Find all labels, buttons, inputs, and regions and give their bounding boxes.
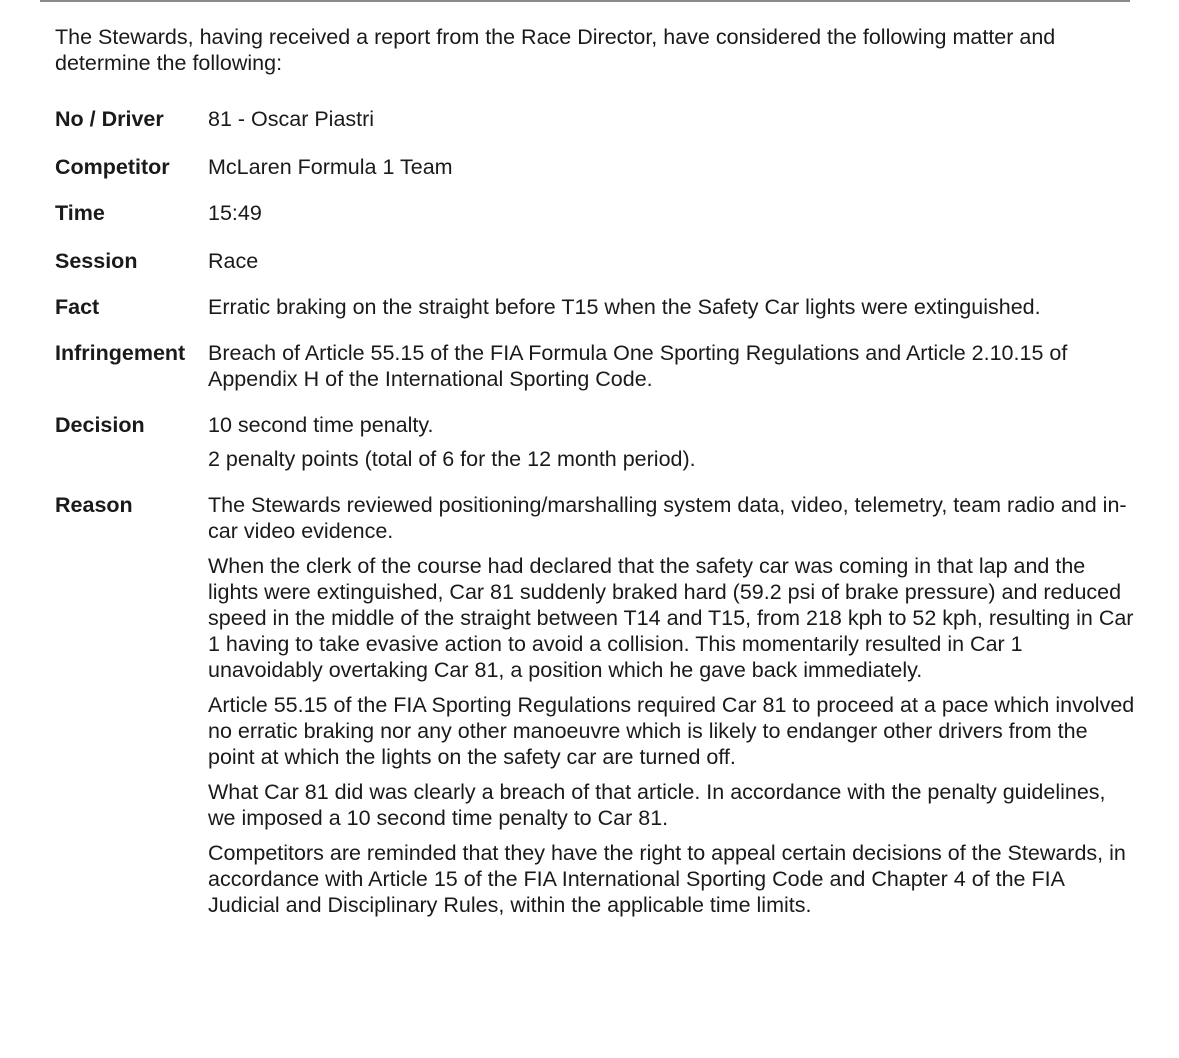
- reason-label: Reason: [55, 493, 133, 517]
- competitor-value: McLaren Formula 1 Team: [208, 155, 453, 179]
- time-value: 15:49: [208, 201, 262, 225]
- competitor-row: [55, 154, 1135, 180]
- reason-paragraph: Competitors are reminded that they have the right to appeal certain decisions of the Stewards, in accordance with Article 15 of the FIA International Sporting Code and Chapter 4 of the FIA Judicial and Disciplinary Rules, within the applicable time limits.: [208, 841, 1126, 917]
- decision-line: 10 second time penalty.: [208, 413, 434, 437]
- stewards-decision-document: [55, 24, 1135, 918]
- driver-label: No / Driver: [55, 107, 164, 131]
- time-row: [55, 200, 1135, 226]
- session-value: Race: [208, 249, 259, 273]
- reason-value: [208, 492, 1135, 918]
- fact-value: Erratic braking on the straight before T15 when the Safety Car lights were extinguished.: [208, 295, 1041, 319]
- reason-paragraph: Article 55.15 of the FIA Sporting Regulations required Car 81 to proceed at a pace which involved no erratic braking nor any other manoeuvre which is likely to endanger other drivers from the point at which the lights on the safety car are turned off.: [208, 693, 1135, 769]
- infringement-row: [55, 340, 1135, 392]
- driver-row: [55, 106, 1135, 132]
- time-label: Time: [55, 201, 105, 225]
- reason-paragraph: When the clerk of the course had declared that the safety car was coming in that lap and the lights were extinguished, Car 81 suddenly braked hard (59.2 psi of brake pressure) and reduced speed in the middle of the straight between T14 and T15, from 218 kph to 52 kph, resulting in Car 1 having to take evasive action to avoid a collision. This momentarily resulted in Car 1 unavoidably overtaking Car 81, a position which he gave back immediately.: [208, 554, 1134, 682]
- infringement-label: Infringement: [55, 341, 186, 365]
- decision-line: 2 penalty points (total of 6 for the 12 month period).: [208, 447, 696, 471]
- reason-paragraph: The Stewards reviewed positioning/marshalling system data, video, telemetry, team radio and in-car video evidence.: [208, 493, 1127, 543]
- fact-row: [55, 294, 1135, 320]
- driver-value: 81 - Oscar Piastri: [208, 107, 375, 131]
- session-row: [55, 248, 1135, 274]
- decision-row: [55, 412, 1135, 472]
- fact-label: Fact: [55, 295, 100, 319]
- reason-paragraph: What Car 81 did was clearly a breach of that article. In accordance with the penalty guidelines, we imposed a 10 second time penalty to Car 81.: [208, 780, 1106, 830]
- top-divider: [40, 0, 1130, 2]
- decision-value: [208, 412, 1135, 472]
- decision-label: Decision: [55, 413, 145, 437]
- intro-paragraph: The Stewards, having received a report from the Race Director, have considered the following matter and determine the following:: [55, 25, 1056, 75]
- reason-row: [55, 492, 1135, 918]
- competitor-label: Competitor: [55, 155, 170, 179]
- infringement-value: Breach of Article 55.15 of the FIA Formula One Sporting Regulations and Article 2.10.15 of Appendix H of the International Sporting Code.: [208, 341, 1068, 391]
- session-label: Session: [55, 249, 138, 273]
